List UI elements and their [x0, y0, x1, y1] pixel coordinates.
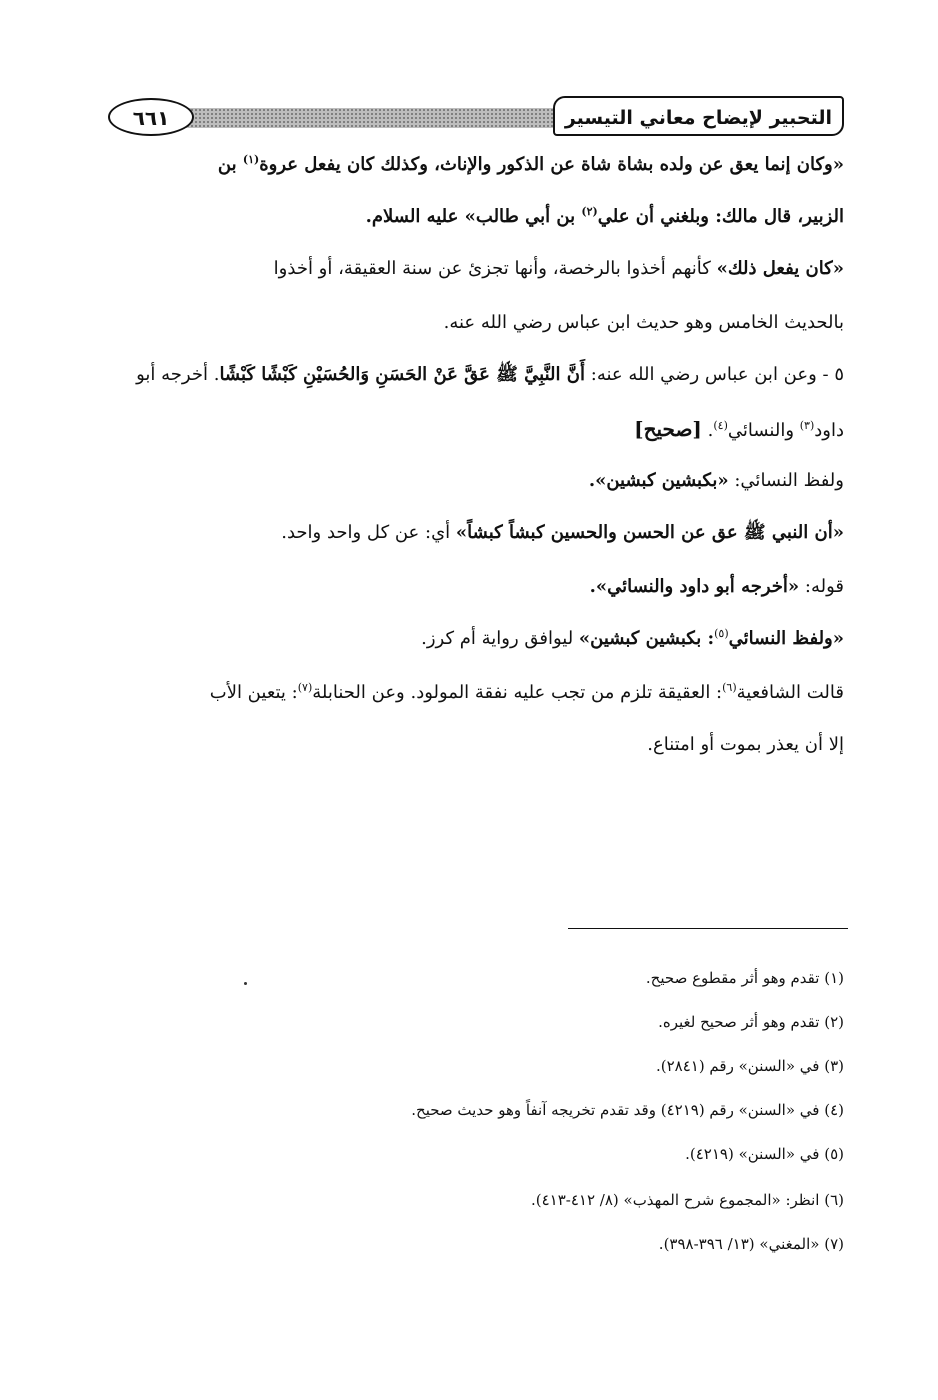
grading-label: [صحيح] — [634, 417, 702, 441]
text-segment: أي: عن كل واحد واحد. — [281, 522, 456, 543]
text-segment: داود — [814, 420, 844, 441]
footnote-ref: (١) — [242, 153, 260, 166]
text-segment: قوله: — [799, 576, 844, 597]
text-line — [164, 518, 844, 548]
hadith-line — [94, 360, 844, 390]
footnote-ref: (٥) — [714, 627, 729, 640]
text-segment: والنسائي — [727, 420, 800, 441]
text-segment: قالت الشافعية — [736, 682, 844, 703]
footnote: (٦) انظر: «المجموع شرح المهذب» (٨/ ٤١٢-٤١٣). — [530, 1191, 844, 1209]
quoted-phrase: «كان يفعل ذلك» — [716, 258, 844, 279]
page-header — [104, 94, 844, 142]
quoted-phrase: «بكبشين كبشين». — [588, 470, 729, 491]
text-segment: ليوافق رواية أم كرز. — [421, 628, 579, 649]
footnote: (٢) تقدم وهو أثر صحيح لغيره. — [658, 1013, 844, 1031]
text-line — [164, 572, 844, 602]
text-line — [164, 624, 844, 654]
footnote-ref: (٣) — [799, 419, 815, 432]
quoted-phrase: : بكبشين كبشين» — [578, 628, 715, 649]
text-segment: الزبير، قال مالك: وبلغني أن علي — [597, 206, 844, 227]
footnote-text: (٤) في «السنن» رقم (٤٢١٩) وقد تقدم تخريجه آنفاً وهو حديث صحيح. — [411, 1101, 844, 1119]
text-segment: بن أبي طالب» عليه السلام. — [365, 206, 582, 227]
text-line — [164, 678, 844, 708]
text-segment: بالحديث الخامس وهو حديث ابن عباس رضي الله عنه. — [443, 312, 844, 333]
footnote: (٧) «المغني» (١٣/ ٣٩٦-٣٩٨). — [658, 1235, 844, 1253]
text-line — [94, 308, 844, 338]
quoted-phrase: «أن النبي ﷺ عق عن الحسن والحسين كبشاً كبشاً» — [455, 522, 844, 543]
text-line — [94, 150, 844, 180]
quoted-phrase: «أخرجه أبو داود والنسائي». — [589, 576, 800, 597]
footnote-ref: (٦) — [722, 681, 737, 694]
text-segment: : يتعين الأب — [209, 682, 298, 703]
text-segment: . — [701, 420, 714, 441]
text-segment: كأنهم أخذوا بالرخصة، وأنها تجزئ عن سنة العقيقة، أو أخذوا — [273, 258, 717, 279]
quoted-phrase: «ولفظ النسائي — [728, 628, 844, 649]
text-segment: إلا أن يعذر بموت أو امتناع. — [647, 734, 844, 755]
text-segment: : العقيقة تلزم من تجب عليه نفقة المولود. وعن الحنابلة — [312, 682, 723, 703]
text-line — [94, 202, 844, 232]
footnote: (٥) في «السنن» (٤٢١٩). — [685, 1145, 844, 1163]
text-segment: «وكان إنما يعق عن ولده بشاة شاة عن الذكور والإناث، وكذلك كان يفعل عروة — [259, 154, 844, 175]
text-segment: . أخرجه أبو — [136, 364, 220, 385]
footnote-ref: (٢) — [581, 205, 598, 218]
text-line — [94, 730, 844, 760]
text-segment: بن — [217, 154, 243, 175]
text-line — [164, 466, 844, 496]
text-segment: ٥ - وعن ابن عباس رضي الله عنه: — [585, 364, 844, 385]
footnote-separator — [568, 928, 848, 929]
footnote — [94, 1098, 844, 1122]
footnote: (٣) في «السنن» رقم (٢٨٤١). — [655, 1057, 844, 1075]
book-title: التحبير لإيضاح معاني التيسير — [553, 96, 844, 136]
text-segment: ولفظ النسائي: — [728, 470, 844, 491]
text-line — [94, 254, 844, 284]
hadith-text: أَنَّ النَّبِيَّ ﷺ عَقَّ عَنْ الحَسَنِ وَالحُسَيْنِ كَبْشًا كَبْشًا — [219, 364, 586, 385]
footnote: (١) تقدم وهو أثر مقطوع صحيح. — [645, 969, 844, 987]
footnote-ref: (٤) — [713, 419, 728, 432]
footnote-ref: (٧) — [297, 681, 313, 694]
page-number: ٦٦١ — [108, 98, 194, 136]
text-line — [94, 414, 844, 446]
